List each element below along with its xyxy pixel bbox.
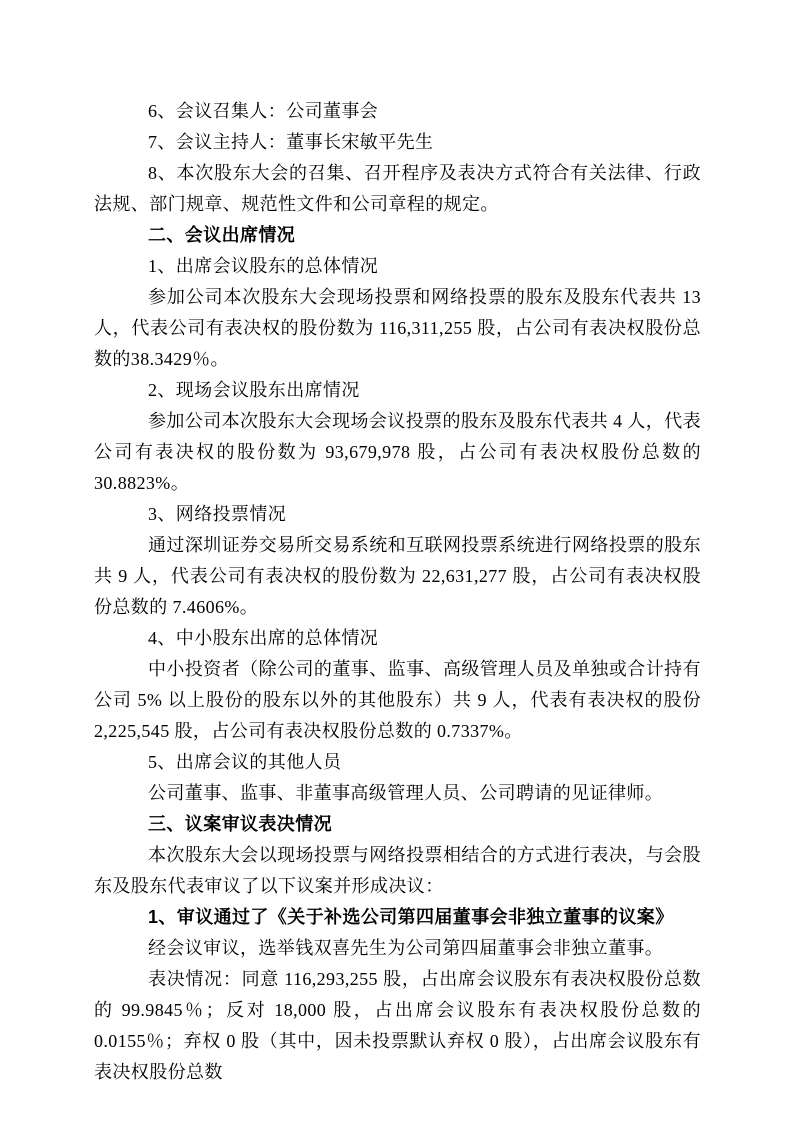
paragraph-online-voting-title: 3、网络投票情况 bbox=[148, 504, 287, 524]
paragraph-other-attendees: 公司董事、监事、非董事高级管理人员、公司聘请的见证律师。 bbox=[148, 783, 664, 803]
paragraph-overall-attendance: 参加公司本次股东大会现场投票和网络投票的股东及股东代表共 13 人，代表公司有表决权的股份数为 116,311,255 股，占公司有表决权股份总数的38.3429％。 bbox=[94, 287, 701, 369]
paragraph-proposal-1-votes: 表决情况：同意 116,293,255 股，占出席会议股东有表决权股份总数的 99.9845％；反对 18,000 股，占出席会议股东有表决权股份总数的 0.0155％；弃权 0 股（其中，因未投票默认弃权 0 股），占出席会议股东有表决权股份总数 bbox=[94, 969, 701, 1082]
heading-proposal-1: 1、审议通过了《关于补选公司第四届董事会非独立董事的议案》 bbox=[148, 907, 674, 927]
heading-proposal-voting: 三、议案审议表决情况 bbox=[148, 814, 332, 834]
paragraph-online-voting: 通过深圳证券交易所交易系统和互联网投票系统进行网络投票的股东共 9 人，代表公司有表决权的股份数为 22,631,277 股，占公司有表决权股份总数的 7.4606%。 bbox=[94, 535, 701, 617]
heading-meeting-attendance: 二、会议出席情况 bbox=[148, 225, 296, 245]
paragraph-onsite-attendance: 参加公司本次股东大会现场会议投票的股东及股东代表共 4 人，代表公司有表决权的股份数为 93,679,978 股，占公司有表决权股份总数的 30.8823%。 bbox=[94, 411, 701, 493]
paragraph-overall-attendance-title: 1、出席会议股东的总体情况 bbox=[148, 256, 379, 276]
paragraph-chairperson: 7、会议主持人：董事长宋敏平先生 bbox=[148, 132, 434, 152]
paragraph-onsite-attendance-title: 2、现场会议股东出席情况 bbox=[148, 380, 360, 400]
paragraph-minority-holders: 中小投资者（除公司的董事、监事、高级管理人员及单独或合计持有公司 5% 以上股份的股东以外的其他股东）共 9 人，代表有表决权的股份 2,225,545 股，占公司有表决权股份总数的 0.7337%。 bbox=[94, 659, 701, 741]
paragraph-other-attendees-title: 5、出席会议的其他人员 bbox=[148, 752, 342, 772]
paragraph-minority-holders-title: 4、中小股东出席的总体情况 bbox=[148, 628, 379, 648]
paragraph-compliance-statement: 8、本次股东大会的召集、召开程序及表决方式符合有关法律、行政法规、部门规章、规范性文件和公司章程的规定。 bbox=[94, 163, 701, 214]
paragraph-voting-method: 本次股东大会以现场投票与网络投票相结合的方式进行表决，与会股东及股东代表审议了以下议案并形成决议： bbox=[94, 845, 701, 896]
paragraph-convener: 6、会议召集人：公司董事会 bbox=[148, 101, 379, 121]
paragraph-proposal-1-result: 经会议审议，选举钱双喜先生为公司第四届董事会非独立董事。 bbox=[148, 938, 664, 958]
